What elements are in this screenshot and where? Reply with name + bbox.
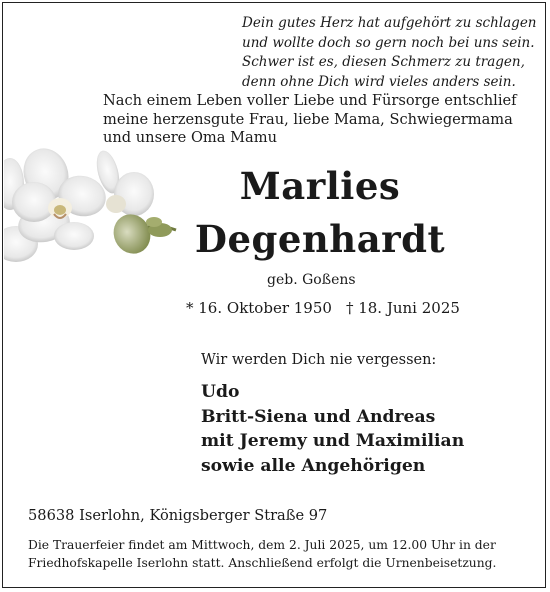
intro-line: und unsere Oma Mamu	[103, 129, 277, 146]
mourner-name: Britt-Siena und Andreas	[201, 406, 436, 427]
remember-line: Wir werden Dich nie vergessen:	[201, 352, 437, 368]
address: 58638 Iserlohn, Königsberger Straße 97	[28, 507, 328, 524]
notice-line: Die Trauerfeier findet am Mittwoch, dem 2. Juli 2025, um 12.00 Uhr in der	[28, 538, 496, 552]
birth-date: * 16. Oktober 1950	[186, 299, 332, 317]
deceased-last-name: Degenhardt	[194, 217, 446, 261]
mourner-name: mit Jeremy und Maximilian	[201, 431, 465, 452]
mourner-name: Udo	[201, 382, 240, 402]
life-dates	[186, 299, 460, 317]
maiden-name: geb. Goßens	[267, 272, 356, 288]
poem	[242, 14, 537, 92]
poem-line: und wollte doch so gern noch bei uns sein.	[242, 34, 535, 51]
poem-line: denn ohne Dich wird vieles anders sein.	[242, 73, 516, 90]
mourners-list	[201, 380, 464, 478]
mourner-name: sowie alle Angehörigen	[201, 455, 426, 476]
death-date: † 18. Juni 2025	[345, 299, 460, 317]
intro-line: Nach einem Leben voller Liebe und Fürsorge entschlief	[103, 92, 517, 109]
notice-line: Friedhofskapelle Iserlohn statt. Anschließend erfolgt die Urnenbeisetzung.	[28, 556, 497, 570]
intro-text	[103, 92, 517, 148]
poem-line: Schwer ist es, diesen Schmerz zu tragen,	[242, 54, 525, 71]
funeral-notice	[28, 536, 496, 572]
poem-line: Dein gutes Herz hat aufgehört zu schlagen	[242, 15, 537, 31]
intro-line: meine herzensgute Frau, liebe Mama, Schwiegermama	[103, 110, 513, 128]
deceased-first-name: Marlies	[239, 164, 401, 208]
